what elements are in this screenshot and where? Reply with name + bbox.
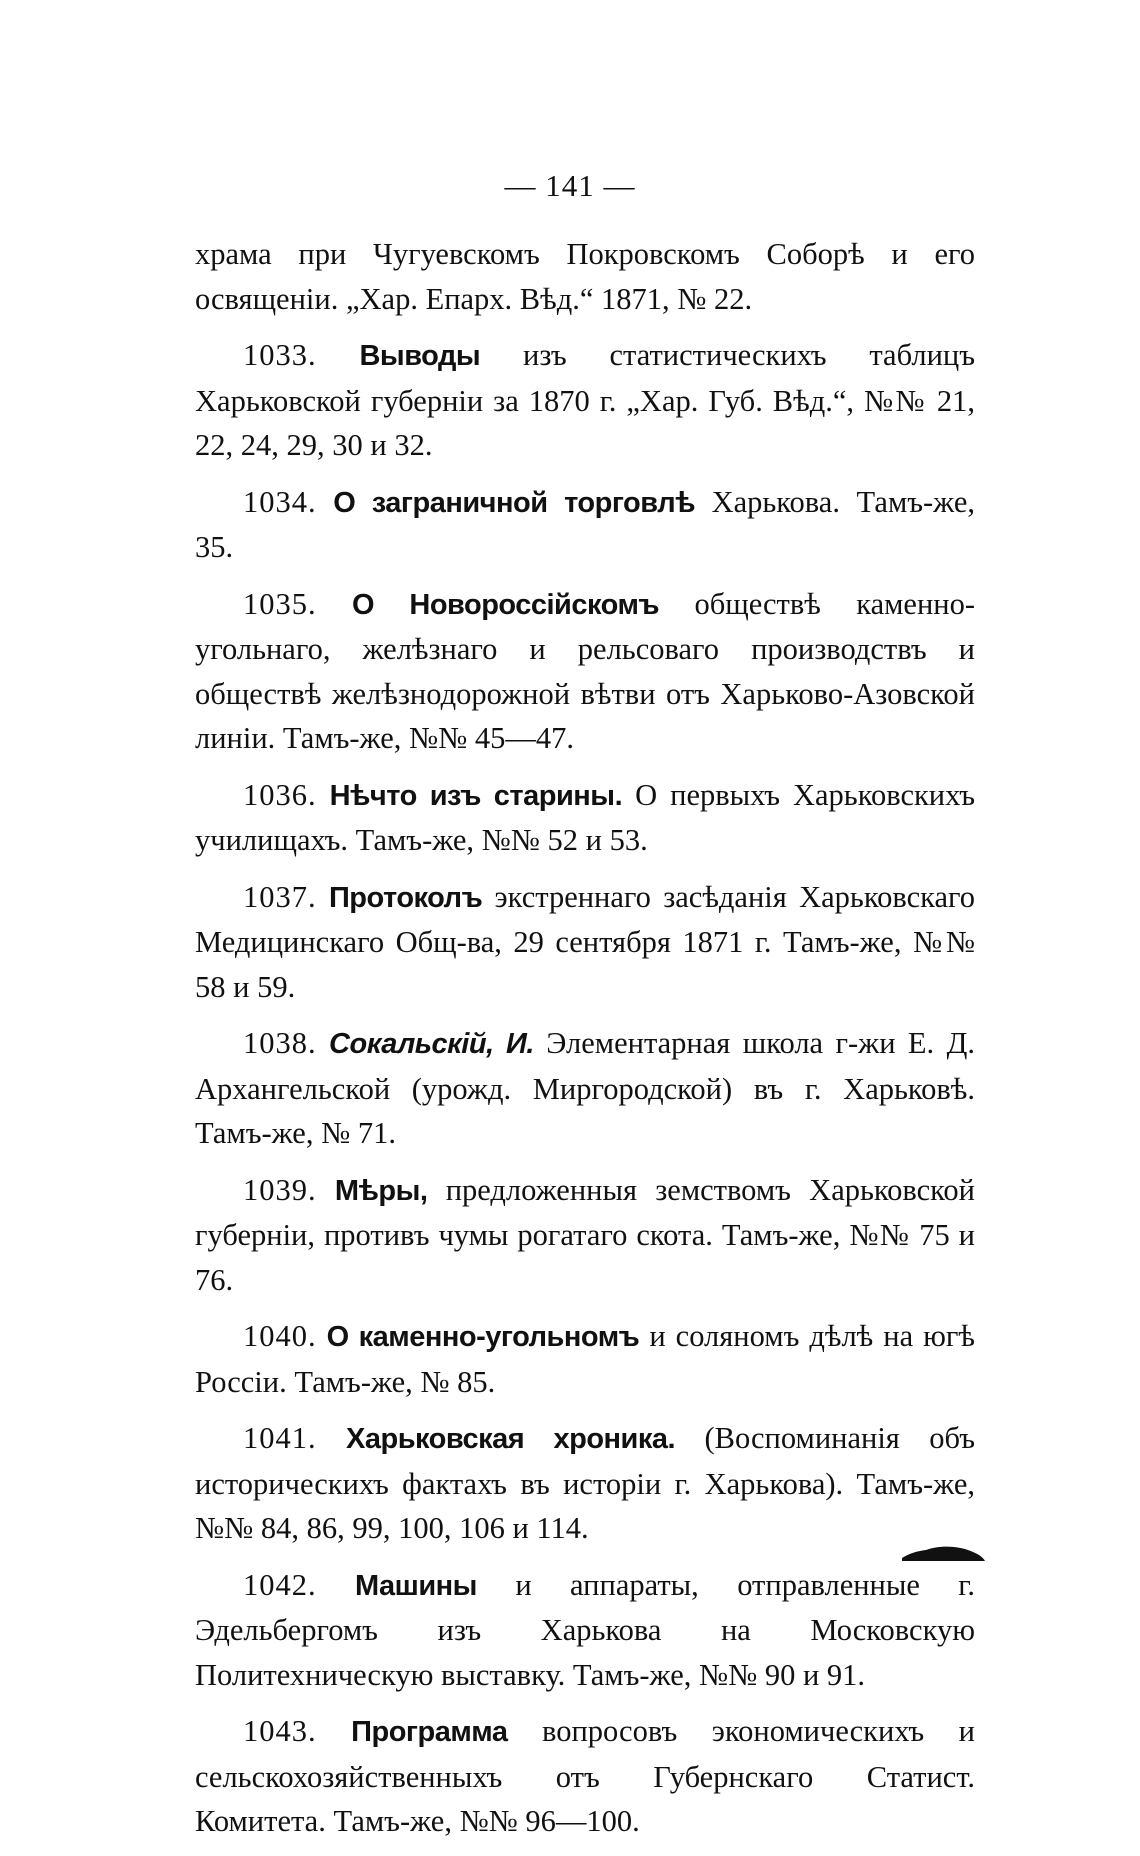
entry-number: 1043.: [243, 1714, 317, 1748]
entry-text: изъ статистическихъ таблицъ Харьковской губерніи за 1870 г. „Хар. Губ. Вѣд.“, №№ 21, 22, 24, 29, 30 и 32.: [195, 338, 975, 462]
entry-text: предложенныя земствомъ Харьковской губерніи, противъ чумы рогатаго скота. Тамъ-же, №№ 75 и 76.: [195, 1172, 976, 1297]
entry-keyword: Харьковская хроника.: [346, 1423, 676, 1455]
entry-keyword: О каменно-угольномъ: [326, 1321, 640, 1353]
list-item: [195, 1563, 975, 1698]
entry-number: 1034.: [243, 484, 317, 519]
entry-text: Харькова. Тамъ-же, 35.: [195, 484, 976, 564]
entry-number: 1035.: [243, 586, 317, 621]
list-item: [195, 1314, 975, 1404]
entry-number: 1041.: [243, 1421, 317, 1455]
entry-number: 1033.: [243, 338, 317, 372]
entry-keyword: Сокальскій, И.: [329, 1028, 534, 1060]
list-item: [195, 232, 975, 321]
list-item: [195, 1168, 975, 1303]
entry-text: храма при Чугуевскомъ Покровскомъ Соборѣ и его освященіи. „Хар. Епарх. Вѣд.“ 1871, № 22.: [195, 237, 975, 316]
entry-number: 1036.: [243, 777, 317, 812]
entry-text: Элементарная школа г-жи Е. Д. Архангельской (урожд. Миргородской) въ г. Харьковѣ. Тамъ-же, № 71.: [195, 1026, 976, 1150]
list-item: [195, 1709, 975, 1844]
entry-number: 1038.: [243, 1026, 317, 1060]
entry-keyword: Мѣры,: [334, 1174, 428, 1207]
list-item: [195, 1416, 975, 1551]
list-item: [195, 333, 975, 468]
entry-text: экстреннаго засѣданія Харьковскаго Медицинскаго Общ-ва, 29 сентября 1871 г. Тамъ-же, №№ 58 и 59.: [195, 879, 976, 1004]
list-item: [195, 1021, 975, 1156]
entry-text: (Воспоминанія объ историческихъ фактахъ въ исторіи г. Харькова). Тамъ-же, №№ 84, 86, 99, 100, 106 и 114.: [195, 1421, 975, 1545]
entry-number: 1039.: [243, 1172, 317, 1207]
entry-keyword: Выводы: [359, 340, 481, 372]
entry-text: и соляномъ дѣлѣ на югѣ Россіи. Тамъ-же, № 85.: [195, 1319, 975, 1399]
entry-number: 1042.: [243, 1567, 317, 1602]
entry-keyword: О Новороссійскомъ: [352, 588, 660, 621]
list-item: [195, 875, 975, 1010]
entry-text: вопросовъ экономическихъ и сельскохозяйственныхъ отъ Губернскаго Статист. Комитета. Тамъ-же, №№ 96—100.: [195, 1714, 975, 1838]
list-item: [195, 773, 975, 863]
entry-text: обществѣ каменно-угольнаго, желѣзнаго и рельсоваго производствъ и обществѣ желѣзнодорожной вѣтви отъ Харьково-Азовской линіи. Тамъ-же, №№ 45—47.: [195, 586, 975, 755]
entry-number: 1040.: [243, 1319, 317, 1353]
entry-text: О первыхъ Харьковскихъ училищахъ. Тамъ-же, №№ 52 и 53.: [195, 777, 975, 857]
ink-blot-ornament: [900, 1544, 986, 1562]
entry-number: 1037.: [243, 879, 317, 914]
bibliography-list: [195, 232, 975, 1856]
list-item: [195, 480, 975, 570]
entry-keyword: Программа: [351, 1716, 508, 1748]
entry-keyword: Нѣчто изъ старины.: [329, 779, 623, 812]
entry-keyword: Машины: [355, 1569, 477, 1602]
page-number: — 141 —: [504, 168, 636, 203]
entry-keyword: О заграничной торговлѣ: [333, 486, 695, 519]
list-item: [195, 582, 975, 761]
entry-text: и аппараты, отправленные г. Эдельбергомъ изъ Харькова на Московскую Политехническую выставку. Тамъ-же, №№ 90 и 91.: [195, 1567, 975, 1692]
entry-keyword: Протоколъ: [328, 881, 483, 914]
